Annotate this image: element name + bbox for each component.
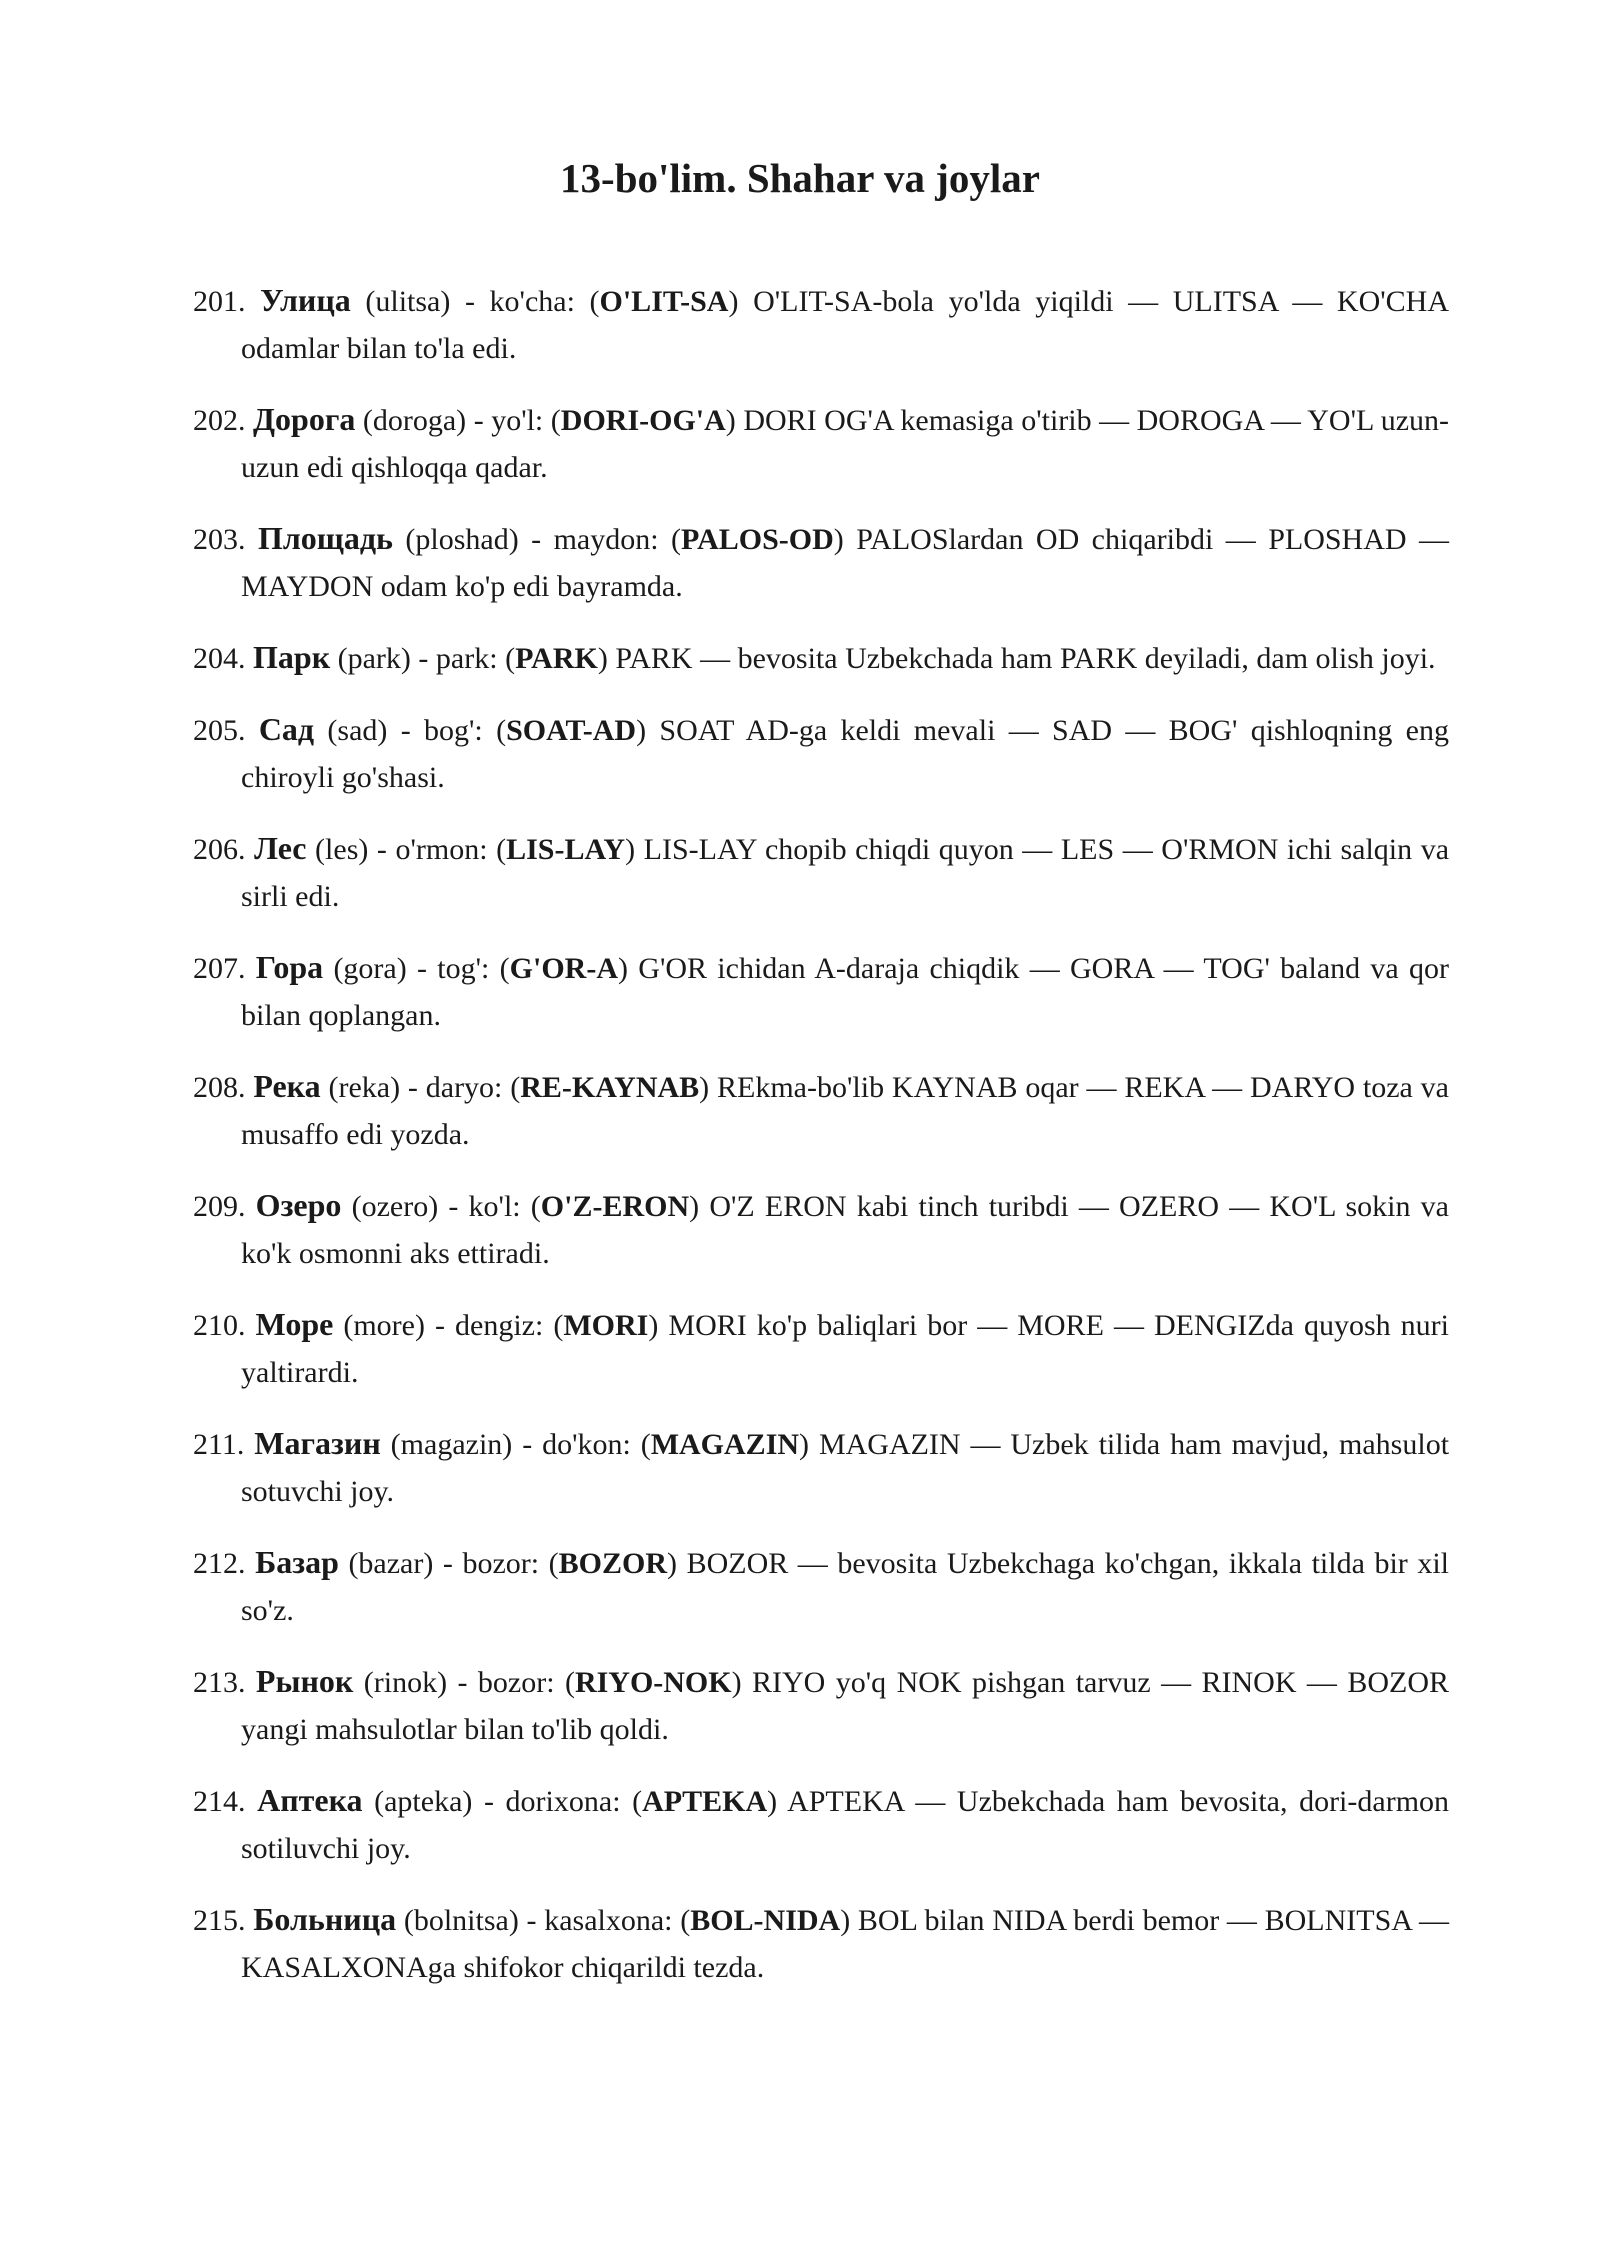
vocabulary-list [193,277,1449,2015]
mnemonic-sentence: SOAT AD-ga keldi mevali — SAD — BOG' qishloqning eng chiroyli go'shasi. [241,714,1449,794]
russian-word: Парк [253,639,331,675]
mnemonic-sentence: PARK — bevosita Uzbekchada ham PARK deyiladi, dam olish joyi. [615,642,1436,675]
vocabulary-entry: 207. Гора (gora) - tog': (G'OR-A) G'OR ichidan A-daraja chiqdik — GORA — TOG' baland va qor bilan qoplangan. [193,949,1450,1032]
entry-number: 201. [193,285,246,318]
russian-word: Магазин [254,1425,381,1461]
entry-number: 205. [193,714,246,747]
mnemonic-key: LIS-LAY [506,833,626,866]
russian-word: Улица [260,282,351,318]
transliteration: (park) [337,642,411,675]
russian-word: Гора [255,949,324,985]
vocabulary-entry: 209. Озеро (ozero) - ko'l: (O'Z-ERON) O'Z ERON kabi tinch turibdi — OZERO — KO'L sokin va ko'k osmonni aks ettiradi. [193,1187,1449,1270]
transliteration: (rinok) [363,1666,448,1699]
vocabulary-entry: 215. Больница (bolnitsa) - kasalxona: (BOL-NIDA) BOL bilan NIDA berdi bemor — BOLNITSA — KASALXONAga shifokor chiqarildi tezda. [193,1901,1449,1984]
mnemonic-key: MAGAZIN [650,1428,800,1461]
uzbek-meaning: - dorixona: [483,1785,621,1818]
transliteration: (doroga) [362,404,467,437]
uzbek-meaning: - maydon: [531,523,659,556]
mnemonic-key: G'OR-A [509,952,618,985]
entry-number: 214. [193,1785,246,1818]
vocabulary-entry: 208. Река (reka) - daryo: (RE-KAYNAB) REkma-bo'lib KAYNAB oqar — REKA — DARYO toza va musaffo edi yozda. [193,1068,1449,1151]
vocabulary-entry: 206. Лес (les) - o'rmon: (LIS-LAY) LIS-LAY chopib chiqdi quyon — LES — O'RMON ichi salqin va sirli edi. [193,830,1450,913]
entry-number: 206. [193,833,246,866]
uzbek-meaning: - o'rmon: [376,833,488,866]
transliteration: (apteka) [374,1785,473,1818]
russian-word: Базар [255,1544,339,1580]
mnemonic-sentence: G'OR ichidan A-daraja chiqdik — GORA — TOG' baland va qor bilan qoplangan. [241,952,1450,1032]
mnemonic-sentence: O'LIT-SA-bola yo'lda yiqildi — ULITSA — KO'CHA odamlar bilan to'la edi. [241,285,1450,365]
transliteration: (gora) [333,952,407,985]
vocabulary-entry: 214. Аптека (apteka) - dorixona: (APTEKA) APTEKA — Uzbekchada ham bevosita, dori-darmon sotiluvchi joy. [193,1782,1450,1865]
uzbek-meaning: - park: [418,642,498,675]
mnemonic-key: DORI-OG'A [560,404,726,437]
uzbek-meaning: - tog': [417,952,490,985]
vocabulary-entry: 205. Сад (sad) - bog': (SOAT-AD) SOAT AD-ga keldi mevali — SAD — BOG' qishloqning eng chiroyli go'shasi. [193,711,1449,794]
transliteration: (les) [315,833,369,866]
uzbek-meaning: - do'kon: [522,1428,631,1461]
vocabulary-entry: 204. Парк (park) - park: (PARK) PARK — bevosita Uzbekchada ham PARK deyiladi, dam olish joyi. [193,639,1436,675]
mnemonic-key: O'LIT-SA [599,285,729,318]
uzbek-meaning: - kasalxona: [526,1904,673,1937]
entry-number: 208. [193,1071,246,1104]
russian-word: Лес [254,830,307,866]
entry-number: 211. [193,1428,245,1461]
mnemonic-sentence: LIS-LAY chopib chiqdi quyon — LES — O'RMON ichi salqin va sirli edi. [241,833,1450,913]
russian-word: Сад [258,711,315,747]
transliteration: (ulitsa) [365,285,451,318]
russian-word: Аптека [257,1782,363,1818]
mnemonic-sentence: BOZOR — bevosita Uzbekchaga ko'chgan, ikkala tilda bir xil so'z. [241,1547,1450,1627]
transliteration: (ozero) [351,1190,439,1223]
russian-word: Озеро [255,1187,342,1223]
transliteration: (ploshad) [405,523,519,556]
mnemonic-sentence: DORI OG'A kemasiga o'tirib — DOROGA — YO'L uzun-uzun edi qishloqqa qadar. [241,404,1450,484]
mnemonic-key: MORI [563,1309,649,1342]
russian-word: Площадь [257,520,393,556]
mnemonic-sentence: REkma-bo'lib KAYNAB oqar — REKA — DARYO toza va musaffo edi yozda. [241,1071,1449,1151]
transliteration: (more) [343,1309,425,1342]
vocabulary-entry: 211. Магазин (magazin) - do'kon: (MAGAZIN) MAGAZIN — Uzbek tilida ham mavjud, mahsulot sotuvchi joy. [193,1425,1450,1508]
uzbek-meaning: - dengiz: [435,1309,544,1342]
entry-number: 203. [193,523,246,556]
section-title: 13-bo'lim. Shahar va joylar [560,155,1040,201]
entry-number: 210. [193,1309,246,1342]
entry-number: 207. [193,952,246,985]
mnemonic-sentence: MORI ko'p baliqlari bor — MORE — DENGIZda quyosh nuri yaltirardi. [241,1309,1449,1389]
vocabulary-entry: 202. Дорога (doroga) - yo'l: (DORI-OG'A) DORI OG'A kemasiga o'tirib — DOROGA — YO'L uzun-uzun edi qishloqqa qadar. [193,401,1450,484]
entry-number: 213. [193,1666,246,1699]
vocabulary-entry: 201. Улица (ulitsa) - ko'cha: (O'LIT-SA) O'LIT-SA-bola yo'lda yiqildi — ULITSA — KO'CHA odamlar bilan to'la edi. [193,282,1450,365]
vocabulary-entry: 212. Базар (bazar) - bozor: (BOZOR) BOZOR — bevosita Uzbekchaga ko'chgan, ikkala tilda bir xil so'z. [193,1544,1450,1627]
mnemonic-key: APTEKA [642,1785,768,1818]
vocabulary-entry: 203. Площадь (ploshad) - maydon: (PALOS-OD) PALOSlardan OD chiqaribdi — PLOSHAD — MAYDON odam ko'p edi bayramda. [193,520,1449,603]
entry-number: 202. [193,404,246,437]
mnemonic-key: PARK [515,642,598,675]
transliteration: (reka) [328,1071,401,1104]
mnemonic-sentence: MAGAZIN — Uzbek tilida ham mavjud, mahsulot sotuvchi joy. [241,1428,1450,1508]
mnemonic-sentence: O'Z ERON kabi tinch turibdi — OZERO — KO'L sokin va ko'k osmonni aks ettiradi. [241,1190,1449,1270]
entry-number: 204. [193,642,246,675]
mnemonic-key: RIYO-NOK [574,1666,732,1699]
uzbek-meaning: - ko'l: [448,1190,521,1223]
mnemonic-key: O'Z-ERON [540,1190,690,1223]
entry-number: 212. [193,1547,246,1580]
mnemonic-sentence: RIYO yo'q NOK pishgan tarvuz — RINOK — BOZOR yangi mahsulotlar bilan to'lib qoldi. [241,1666,1450,1746]
uzbek-meaning: - bog': [400,714,483,747]
transliteration: (sad) [327,714,388,747]
mnemonic-sentence: PALOSlardan OD chiqaribdi — PLOSHAD — MAYDON odam ko'p edi bayramda. [241,523,1449,603]
mnemonic-key: BOZOR [558,1547,668,1580]
vocabulary-entry: 210. Море (more) - dengiz: (MORI) MORI ko'p baliqlari bor — MORE — DENGIZda quyosh nuri yaltirardi. [193,1306,1449,1389]
mnemonic-key: PALOS-OD [681,523,834,556]
uzbek-meaning: - bozor: [442,1547,540,1580]
uzbek-meaning: - daryo: [407,1071,503,1104]
transliteration: (bazar) [348,1547,434,1580]
transliteration: (bolnitsa) [403,1904,519,1937]
mnemonic-key: BOL-NIDA [690,1904,841,1937]
mnemonic-sentence: APTEKA — Uzbekchada ham bevosita, dori-darmon sotiluvchi joy. [241,1785,1450,1865]
uzbek-meaning: - yo'l: [473,404,544,437]
mnemonic-key: RE-KAYNAB [520,1071,700,1104]
mnemonic-sentence: BOL bilan NIDA berdi bemor — BOLNITSA — KASALXONAga shifokor chiqarildi tezda. [241,1904,1449,1984]
mnemonic-key: SOAT-AD [506,714,637,747]
transliteration: (magazin) [390,1428,513,1461]
entry-number: 215. [193,1904,246,1937]
vocabulary-entry: 213. Рынок (rinok) - bozor: (RIYO-NOK) RIYO yo'q NOK pishgan tarvuz — RINOK — BOZOR yangi mahsulotlar bilan to'lib qoldi. [193,1663,1450,1746]
entry-number: 209. [193,1190,246,1223]
russian-word: Дорога [253,401,356,437]
uzbek-meaning: - ko'cha: [464,285,575,318]
russian-word: Рынок [255,1663,354,1699]
russian-word: Река [253,1068,321,1104]
russian-word: Больница [253,1901,397,1937]
russian-word: Море [255,1306,334,1342]
uzbek-meaning: - bozor: [457,1666,555,1699]
